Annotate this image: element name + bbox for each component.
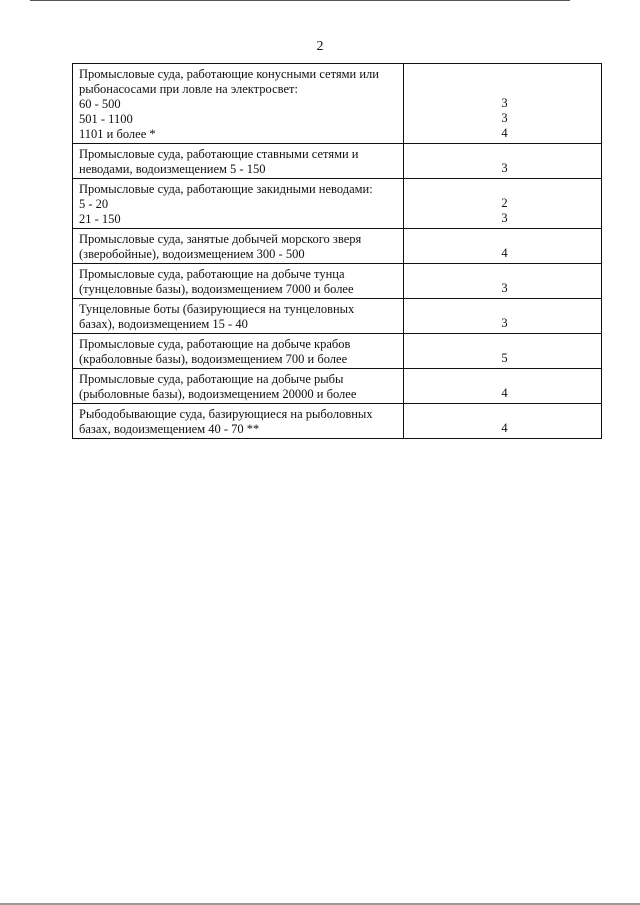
row-description: [73, 144, 404, 179]
value-stack: [404, 246, 601, 261]
value-stack: [404, 386, 601, 401]
description-line: Промысловые суда, работающие на добыче тунца: [79, 267, 345, 281]
page-number: 2: [316, 39, 324, 54]
table-row: [73, 299, 602, 334]
description-line: Промысловые суда, занятые добычей морского зверя: [79, 232, 362, 246]
description-line: неводами, водоизмещением 5 - 150: [79, 162, 266, 176]
description-line: 60 - 500: [79, 97, 121, 111]
row-description: [73, 299, 404, 334]
description-line: рыбонасосами при ловле на электросвет:: [79, 82, 298, 96]
row-description: [73, 64, 404, 144]
row-description: [73, 264, 404, 299]
row-value-cell: [404, 144, 602, 179]
description-line: Промысловые суда, работающие ставными сетями и: [79, 147, 359, 161]
description-line: Промысловые суда, работающие на добыче рыбы: [79, 372, 344, 386]
description-line: Промысловые суда, работающие конусными сетями или: [79, 67, 379, 81]
row-description: [73, 369, 404, 404]
row-value-cell: [404, 404, 602, 439]
category-value: 5: [501, 351, 508, 365]
category-value: 2: [501, 196, 508, 210]
category-value: 4: [501, 246, 508, 260]
category-value: 3: [501, 211, 508, 225]
category-value: 4: [501, 126, 508, 140]
description-line: (тунцеловные базы), водоизмещением 7000 и более: [79, 282, 354, 296]
table-row: [73, 64, 602, 144]
row-description: [73, 334, 404, 369]
description-line: Тунцеловные боты (базирующиеся на тунцеловных: [79, 302, 355, 316]
table-row: [73, 404, 602, 439]
value-stack: [404, 161, 601, 176]
description-line: (зверобойные), водоизмещением 300 - 500: [79, 247, 305, 261]
row-description: [73, 179, 404, 229]
table-row: [73, 144, 602, 179]
row-description: [73, 404, 404, 439]
description-line: базах), водоизмещением 15 - 40: [79, 317, 248, 331]
value-stack: [404, 96, 601, 141]
row-value-cell: [404, 64, 602, 144]
category-value: 4: [501, 386, 508, 400]
description-line: базах, водоизмещением 40 - 70 **: [79, 422, 260, 436]
description-line: 501 - 1100: [79, 112, 133, 126]
description-line: Промысловые суда, работающие закидными неводами:: [79, 182, 373, 196]
description-line: (рыболовные базы), водоизмещением 20000 и более: [79, 387, 357, 401]
row-description: [73, 229, 404, 264]
value-stack: [404, 351, 601, 366]
scan-edge-line: [30, 0, 570, 1]
row-value-cell: [404, 229, 602, 264]
description-line: (краболовные базы), водоизмещением 700 и более: [79, 352, 348, 366]
value-stack: [404, 316, 601, 331]
description-line: Промысловые суда, работающие на добыче крабов: [79, 337, 351, 351]
description-line: Рыбодобывающие суда, базирующиеся на рыболовных: [79, 407, 373, 421]
table-body: [73, 64, 602, 439]
table-row: [73, 369, 602, 404]
category-value: 3: [501, 161, 508, 175]
row-value-cell: [404, 369, 602, 404]
table-row: [73, 229, 602, 264]
value-stack: [404, 421, 601, 436]
category-value: 3: [501, 96, 508, 110]
table-row: [73, 334, 602, 369]
description-line: 21 - 150: [79, 212, 121, 226]
row-value-cell: [404, 264, 602, 299]
table-row: [73, 264, 602, 299]
description-line: 1101 и более *: [79, 127, 156, 141]
category-value: 3: [501, 111, 508, 125]
row-value-cell: [404, 334, 602, 369]
table-row: [73, 179, 602, 229]
category-value: 3: [501, 316, 508, 330]
category-value: 4: [501, 421, 508, 435]
category-value: 3: [501, 281, 508, 295]
row-value-cell: [404, 179, 602, 229]
value-stack: [404, 281, 601, 296]
row-value-cell: [404, 299, 602, 334]
value-stack: [404, 196, 601, 226]
description-line: 5 - 20: [79, 197, 109, 211]
vessel-table: [72, 63, 602, 439]
